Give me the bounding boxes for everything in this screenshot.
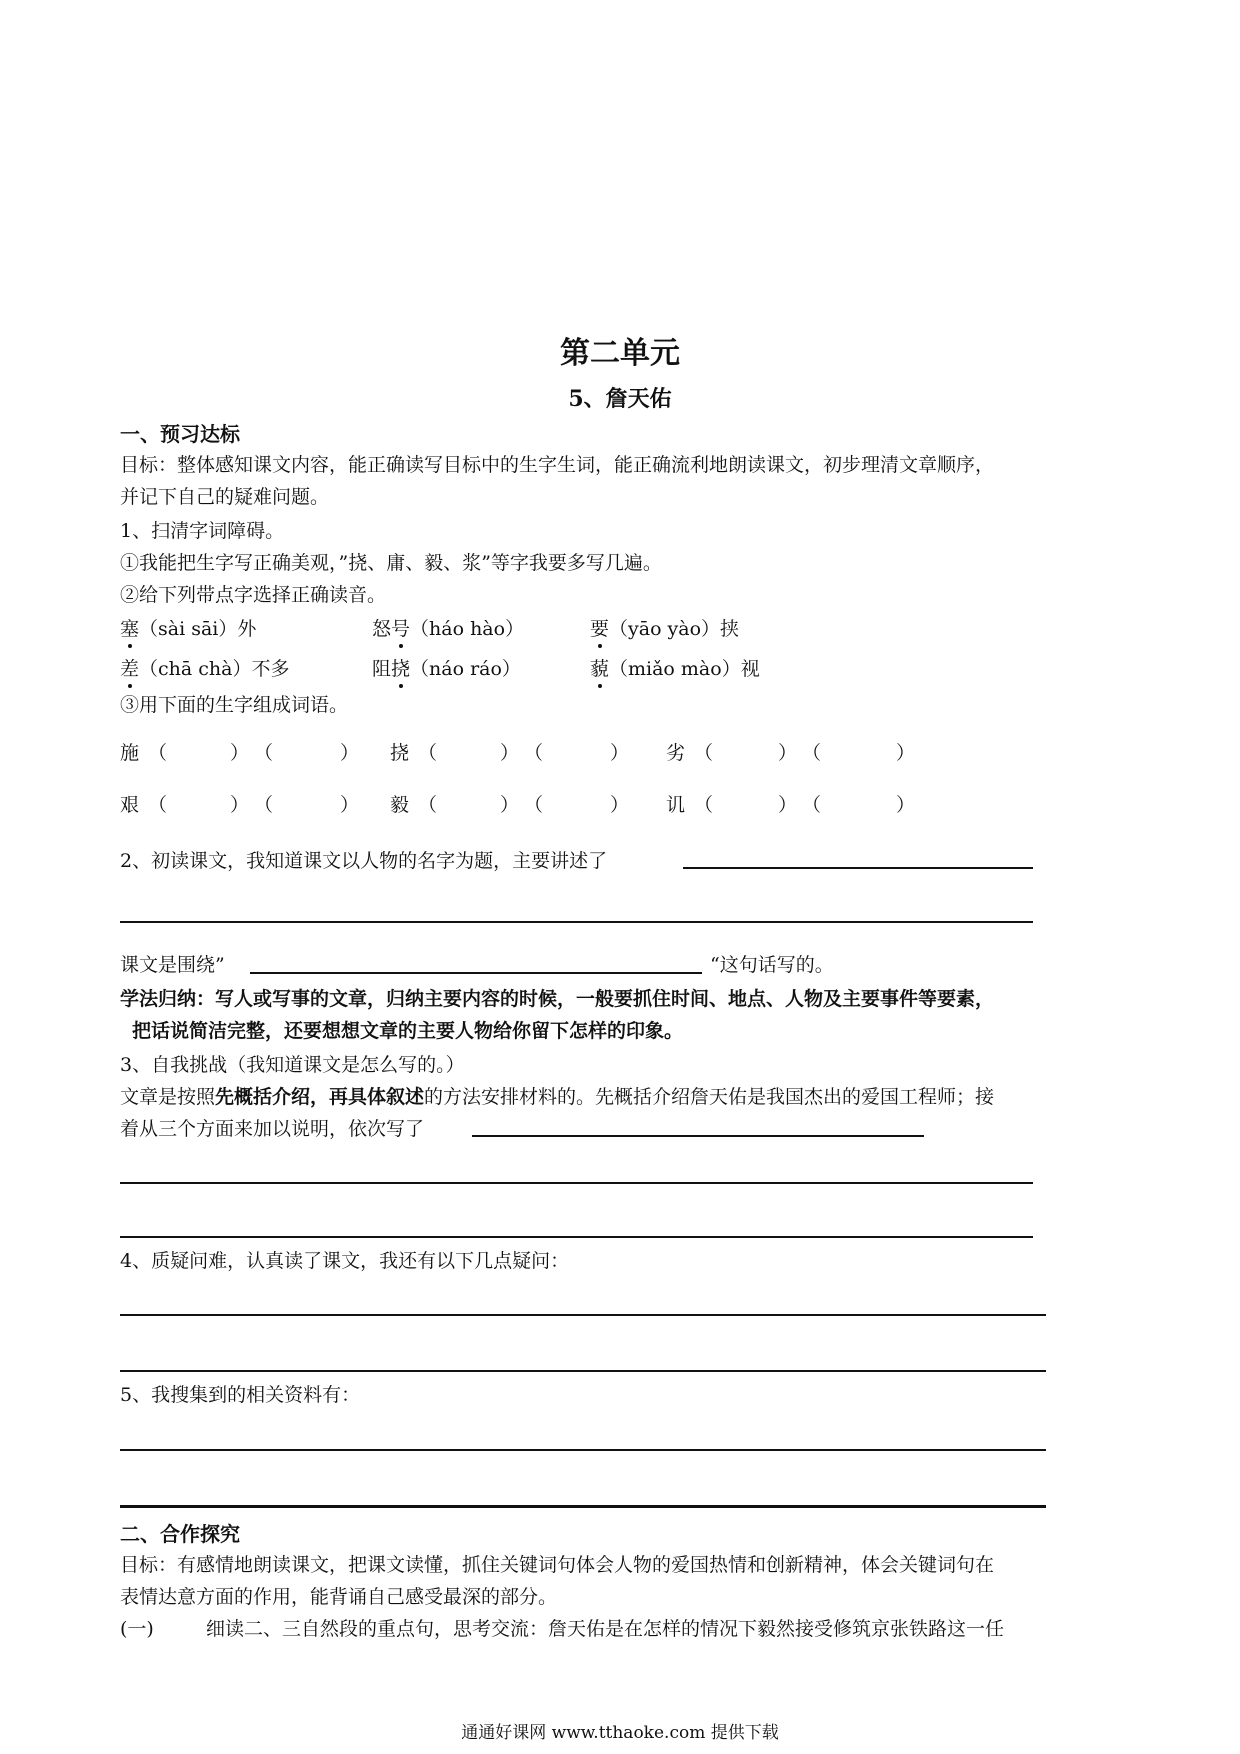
item-2b-prefix: 课文是围绕” [120,954,225,976]
dotted-char: 号 [391,614,410,641]
pinyin-item: 怒号（háo hào） [372,614,524,641]
dotted-char: 挠 [391,654,410,681]
item-4-text: 4、质疑问难，认真读了课文，我还有以下几点疑问： [120,1250,570,1272]
method-summary-line-1: 学法归纳：写人或写事的文章，归纳主要内容的时候，一般要抓住时间、地点、人物及主要事件等要素， [120,988,995,1010]
dotted-char: 藐 [590,654,609,681]
section-heading-cooperation: 二、合作探究 [120,1522,240,1546]
dotted-char: 塞 [120,614,139,641]
goal-line-2: 并记下自己的疑难问题。 [120,486,330,508]
section2-goal-line-1: 目标：有感情地朗读课文，把课文读懂，抓住关键词句体会人物的爱国热情和创新精神，体会关键词句在 [120,1554,995,1576]
goal-line-1: 目标：整体感知课文内容，能正确读写目标中的生字生词，能正确流利地朗读课文，初步理清文章顺序， [120,454,995,476]
section2-item-1-number: (一) [120,1618,154,1640]
unit-title: 第二单元 [560,336,680,371]
section2-item-1-text: 细读二、三自然段的重点句，思考交流：詹天佑是在怎样的情况下毅然接受修筑京张铁路这一任 [206,1618,1005,1640]
section2-goal-line-2: 表情达意方面的作用，能背诵自己感受最深的部分。 [120,1586,558,1608]
answer-line[interactable] [120,1236,1033,1238]
pinyin-item: 要（yāo yào）挟 [590,614,739,641]
compose-char: 毅 [390,794,410,816]
compose-char: 劣 [666,742,686,764]
pinyin-item: 阻挠（náo ráo） [372,654,521,681]
answer-line[interactable] [120,1370,1046,1372]
answer-line[interactable] [120,1314,1046,1316]
item-3-line-2: 着从三个方面来加以说明，依次写了 [120,1118,425,1140]
dotted-char: 要 [590,614,609,641]
item-1-sub-1: ①我能把生字写正确美观，”挠、庸、毅、浆”等字我要多写几遍。 [120,552,662,574]
answer-line[interactable] [250,972,702,974]
item-1-sub-3: ③用下面的生字组成词语。 [120,694,349,716]
section-heading-preview: 一、预习达标 [120,422,240,446]
answer-line[interactable] [120,1449,1046,1451]
answer-line[interactable] [683,867,1033,869]
compose-char: 艰 [120,794,140,816]
footer-credit: 通通好课网 www.tthaoke.com 提供下载 [461,1723,779,1743]
pinyin-item: 藐（miǎo mào）视 [590,654,760,681]
item-5-text: 5、我搜集到的相关资料有： [120,1384,361,1406]
item-1-sub-2: ②给下列带点字选择正确读音。 [120,584,387,606]
compose-char: 挠 [390,742,410,764]
item-1-heading: 1、扫清字词障碍。 [120,520,285,542]
compose-char: 讥 [666,794,686,816]
item-2b-suffix: “这句话写的。 [710,954,834,976]
compose-char: 施 [120,742,140,764]
answer-line[interactable] [120,1182,1033,1184]
lesson-title: 5、詹天佑 [568,386,672,412]
answer-line[interactable] [120,1505,1046,1508]
dotted-char: 差 [120,654,139,681]
item-3-text: 文章是按照先概括介绍，再具体叙述的方法安排材料的。先概括介绍詹天佑是我国杰出的爱国工程师；接 [120,1086,995,1108]
pinyin-item: 差（chā chà）不多 [120,654,289,681]
answer-line[interactable] [472,1135,924,1137]
answer-line[interactable] [120,921,1033,923]
method-summary-line-2: 把话说简洁完整，还要想想文章的主要人物给你留下怎样的印象。 [132,1020,684,1042]
pinyin-item: 塞（sài sāi）外 [120,614,256,641]
item-2-text: 2、初读课文，我知道课文以人物的名字为题，主要讲述了 [120,850,608,872]
item-3-heading: 3、自我挑战（我知道课文是怎么写的。） [120,1054,465,1076]
